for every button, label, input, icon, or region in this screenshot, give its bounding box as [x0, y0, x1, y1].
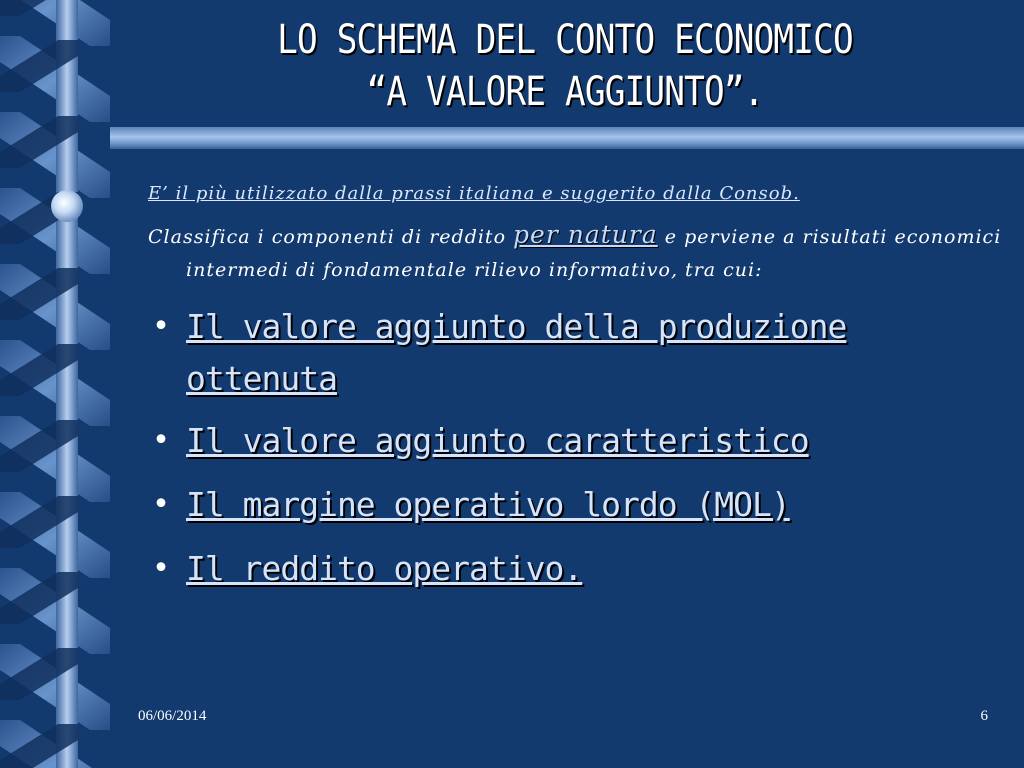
- classification-text-end: e perviene a risultati economici intermedi di fondamentale rilievo informativo, tra cui:: [186, 226, 1002, 281]
- slide-title: [182, 14, 947, 118]
- list-item[interactable]: [148, 413, 1008, 469]
- list-item[interactable]: [148, 541, 1008, 597]
- title-line-1: LO SCHEMA DEL CONTO ECONOMICO: [277, 17, 853, 63]
- slide-body: [148, 178, 1008, 605]
- list-item-link[interactable]: Il valore aggiunto della produzione ottenuta: [186, 307, 847, 398]
- slide-number: 6: [980, 708, 988, 724]
- classification-text-start: Classifica i componenti di reddito: [148, 226, 514, 248]
- list-item[interactable]: [148, 477, 1008, 533]
- list-item-link[interactable]: Il reddito operativo.: [186, 549, 583, 588]
- decorative-ribbon-column: [0, 0, 120, 768]
- bullet-icon: •: [152, 551, 170, 586]
- list-item-link[interactable]: Il margine operativo lordo (MOL): [186, 485, 790, 524]
- bullet-icon: •: [152, 423, 170, 458]
- title-line-2: “A VALORE AGGIUNTO”.: [366, 69, 764, 115]
- bullet-icon: •: [152, 309, 170, 344]
- bullet-icon: •: [152, 487, 170, 522]
- title-divider: [110, 127, 1024, 149]
- list-item-link[interactable]: Il valore aggiunto caratteristico: [186, 421, 809, 460]
- classification-paragraph: [148, 218, 1008, 287]
- results-list: [148, 301, 1008, 597]
- list-item[interactable]: [148, 301, 1008, 405]
- intro-paragraph: E’ il più utilizzato dalla prassi italiana e suggerito dalla Consob.: [148, 183, 800, 204]
- slide-date: 06/06/2014: [138, 708, 207, 724]
- ribbon-graphic: [0, 0, 120, 768]
- per-natura-link[interactable]: per natura: [513, 220, 658, 249]
